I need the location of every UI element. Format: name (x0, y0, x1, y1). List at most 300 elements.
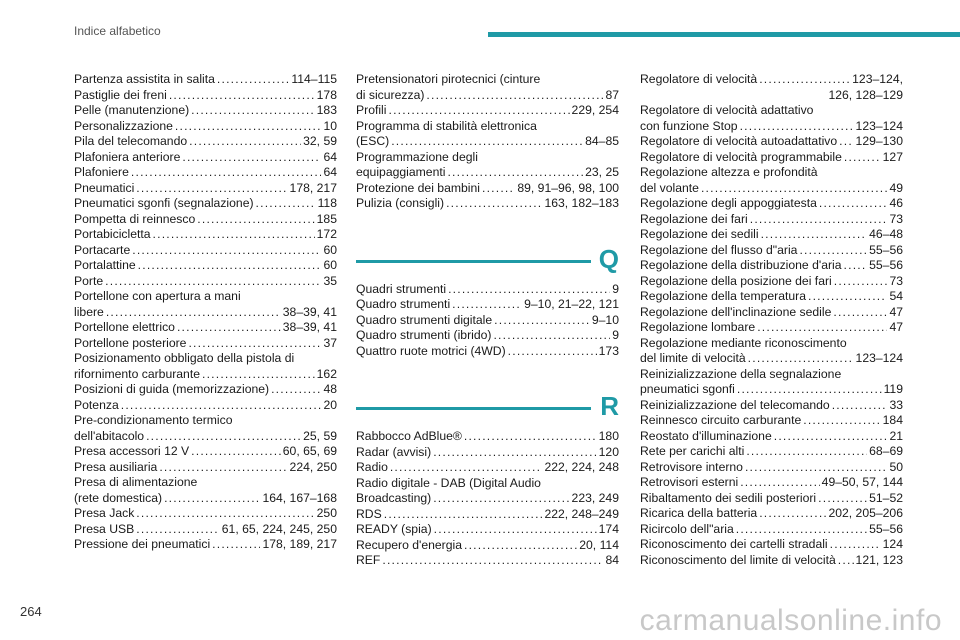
entry-term: libere (74, 304, 104, 319)
dot-leader (197, 212, 314, 228)
entry-term: con funzione Stop (640, 118, 738, 133)
dot-leader (748, 351, 854, 367)
entry-pages: 119 (883, 382, 903, 396)
dot-leader (736, 522, 867, 538)
index-entry (356, 181, 619, 197)
dot-leader (256, 196, 316, 212)
dot-leader (382, 553, 603, 569)
entry-row (356, 282, 619, 298)
index-entry (356, 313, 619, 329)
dot-leader (121, 398, 322, 414)
entry-term: Partenza assistita in salita (74, 72, 215, 86)
entry-row (74, 243, 337, 259)
entry-pages: 127 (882, 149, 903, 164)
entry-term: Pompetta di reinnesco (74, 211, 196, 226)
index-entry (74, 444, 337, 460)
entry-term: Pila del telecomando (74, 134, 188, 148)
index-entry (640, 289, 903, 305)
index-entry (74, 258, 337, 274)
dot-leader (834, 274, 888, 290)
index-entry (640, 258, 903, 274)
entry-row (356, 445, 619, 461)
index-entry (640, 320, 903, 336)
dot-leader (388, 103, 569, 119)
entry-term: Regolazione della posizione dei fari (640, 273, 832, 288)
entry-term: Pulizia (consigli) (356, 196, 445, 210)
index-entry (356, 445, 619, 461)
entry-term: Potenza (74, 397, 119, 412)
entry-pages: 9–10, 21–22, 121 (524, 297, 619, 311)
entry-row (640, 398, 903, 414)
entry-term: Porte (74, 273, 104, 288)
index-entry (356, 72, 619, 103)
entry-term: Rete per carichi alti (640, 444, 745, 458)
entry-row (640, 181, 903, 197)
entry-term: Regolatore di velocità (640, 72, 758, 86)
entry-term: Retrovisori esterni (640, 475, 739, 489)
entry-term: di sicurezza) (356, 87, 425, 102)
index-entry (356, 328, 619, 344)
dot-leader (188, 336, 321, 352)
entry-row (640, 460, 903, 476)
index-entry (356, 476, 619, 507)
entry-row (640, 351, 903, 367)
index-entry (74, 460, 337, 476)
entry-term: REF (356, 553, 381, 567)
index-entry (74, 72, 337, 88)
entry-pages: 64 (323, 165, 337, 179)
index-entry (640, 537, 903, 553)
index-section-r (356, 429, 619, 569)
entry-row (640, 320, 903, 336)
entry-pages-continued: 126, 128–129 (828, 87, 903, 102)
entry-row (356, 328, 619, 344)
dot-leader (830, 537, 881, 553)
index-entry (74, 103, 337, 119)
dot-leader (446, 196, 542, 212)
dot-leader (433, 445, 596, 461)
entry-term: Regolatore di velocità autoadattativo (640, 134, 838, 148)
entry-pages: 9 (612, 328, 619, 342)
dot-leader (191, 444, 281, 460)
dot-leader (212, 537, 260, 553)
entry-term: Radar (avvisi) (356, 444, 432, 459)
header-accent-bar (488, 32, 960, 37)
entry-term: Presa USB (74, 521, 135, 536)
dot-leader (757, 320, 887, 336)
entry-row (356, 103, 619, 119)
index-entry (640, 72, 903, 103)
entry-term: Pneumatici sgonfi (segnalazione) (74, 196, 254, 210)
entry-row (74, 88, 337, 104)
entry-term: Portacarte (74, 242, 131, 257)
index-entry (640, 336, 903, 367)
entry-row (640, 196, 903, 212)
entry-term: READY (spia) (356, 522, 432, 536)
dot-leader (136, 506, 314, 522)
index-column-3 (640, 72, 903, 568)
entry-row (640, 72, 903, 88)
entry-term-line: Regolazione mediante riconoscimento (640, 335, 847, 350)
entry-pages: 21 (889, 428, 903, 443)
index-entry (356, 522, 619, 538)
entry-term: Plafoniera anteriore (74, 149, 181, 164)
letter-divider-q (356, 240, 619, 278)
index-entry (640, 274, 903, 290)
dot-leader (737, 382, 882, 398)
entry-pages: 129–130 (855, 134, 903, 148)
dot-leader (191, 103, 314, 119)
entry-term: Riconoscimento dei cartelli stradali (640, 537, 828, 551)
index-entry (356, 538, 619, 554)
entry-term: Broadcasting) (356, 491, 432, 505)
dot-leader (159, 460, 287, 476)
entry-pages: 20, 114 (579, 537, 619, 552)
entry-row (74, 537, 337, 553)
dot-leader (464, 538, 577, 554)
index-entry (640, 103, 903, 134)
entry-term: dell'abitacolo (74, 428, 145, 443)
entry-term-line: Reinizializzazione della segnalazione (640, 366, 842, 381)
dot-leader (138, 258, 322, 274)
entry-row (74, 320, 337, 336)
dot-leader (799, 243, 867, 259)
entry-row (74, 305, 337, 321)
dot-leader (384, 507, 543, 523)
dot-leader (808, 289, 887, 305)
entry-term: Quadri strumenti (356, 281, 447, 296)
entry-row (356, 429, 619, 445)
entry-row (356, 538, 619, 554)
entry-pages: 55–56 (869, 521, 903, 536)
entry-row (356, 297, 619, 313)
dot-leader (844, 150, 881, 166)
entry-pages: 60 (323, 242, 337, 257)
entry-term: Recupero d'energia (356, 537, 462, 552)
entry-term: equipaggiamenti (356, 165, 446, 179)
entry-row (356, 88, 619, 104)
index-entry (640, 212, 903, 228)
entry-row (640, 212, 903, 228)
entry-pages: 68–69 (869, 444, 903, 458)
entry-pages: 178, 217 (289, 180, 337, 195)
index-entry (74, 227, 337, 243)
entry-row (74, 227, 337, 243)
entry-row (356, 196, 619, 212)
index-entry (640, 553, 903, 569)
entry-term: Quadro strumenti digitale (356, 312, 493, 327)
page-number: 264 (20, 604, 42, 619)
entry-row (356, 507, 619, 523)
entry-term: Ricarica della batteria (640, 506, 758, 520)
entry-term-line: Radio digitale - DAB (Digital Audio (356, 475, 541, 490)
index-entry (640, 429, 903, 445)
entry-pages: 118 (317, 196, 337, 210)
entry-pages: 184 (882, 413, 903, 427)
entry-row (74, 134, 337, 150)
entry-pages: 121, 123 (855, 552, 903, 567)
dot-leader (832, 398, 888, 414)
entry-row (640, 522, 903, 538)
index-entry (74, 475, 337, 506)
dot-leader (271, 382, 321, 398)
entry-term: Pressione dei pneumatici (74, 537, 211, 551)
entry-term: Regolazione lombare (640, 320, 756, 334)
entry-row (356, 553, 619, 569)
entry-term: Portellone posteriore (74, 335, 187, 350)
index-entry (74, 212, 337, 228)
entry-row (640, 382, 903, 398)
entry-term: Portalattine (74, 258, 136, 272)
section-letter: Q (598, 243, 619, 274)
entry-row (74, 398, 337, 414)
entry-term: Regolatore di velocità programmabile (640, 149, 842, 164)
entry-pages: 55–56 (869, 258, 903, 272)
entry-row (640, 553, 903, 569)
divider-line (356, 260, 591, 263)
entry-term: del volante (640, 180, 699, 195)
dot-leader (701, 181, 887, 197)
dot-leader (452, 297, 522, 313)
entry-row (74, 196, 337, 212)
dot-leader (391, 134, 583, 150)
entry-row (74, 506, 337, 522)
dot-leader (136, 181, 287, 197)
entry-pages: 73 (889, 211, 903, 226)
index-entry (74, 165, 337, 181)
index-entry (356, 119, 619, 150)
entry-pages: 50 (889, 459, 903, 474)
entry-term: Radio (356, 460, 388, 474)
entry-pages: 38–39, 41 (282, 320, 337, 334)
entry-pages: 54 (889, 289, 903, 303)
entry-pages: 123–124 (855, 118, 903, 133)
entry-pages: 35 (323, 273, 337, 288)
entry-row (640, 134, 903, 150)
entry-row (74, 150, 337, 166)
dot-leader (202, 367, 315, 383)
index-entry (356, 344, 619, 360)
entry-row (74, 382, 337, 398)
dot-leader (105, 274, 321, 290)
entry-pages: 60, 65, 69 (282, 444, 337, 458)
index-entry (74, 522, 337, 538)
dot-leader (740, 475, 819, 491)
dot-leader (838, 553, 854, 569)
index-entry (74, 181, 337, 197)
dot-leader (774, 429, 888, 445)
index-entry (74, 88, 337, 104)
entry-row (356, 491, 619, 507)
index-entry (640, 134, 903, 150)
entry-term: Regolazione dei fari (640, 211, 748, 226)
divider-line (356, 407, 591, 410)
entry-row (74, 367, 337, 383)
dot-leader (106, 305, 281, 321)
entry-pages: 46–48 (869, 227, 903, 241)
dot-leader (508, 344, 597, 360)
entry-row (356, 460, 619, 476)
entry-term: Presa accessori 12 V (74, 444, 190, 458)
dot-leader (740, 119, 854, 135)
entry-pages: 9–10 (591, 312, 619, 327)
index-column-2 (356, 72, 619, 569)
dot-leader (169, 88, 315, 104)
dot-leader (448, 282, 610, 298)
entry-term: Regolazione degli appoggiatesta (640, 196, 817, 210)
dot-leader (433, 491, 569, 507)
entry-row (356, 134, 619, 150)
entry-row (74, 336, 337, 352)
entry-pages: 47 (889, 304, 903, 319)
entry-term-line: Pretensionatori pirotecnici (cinture (356, 72, 541, 86)
entry-term-line: Regolatore di velocità adattativo (640, 103, 814, 117)
entry-pages: 47 (889, 320, 903, 334)
entry-row (640, 289, 903, 305)
dot-leader (494, 313, 590, 329)
entry-term: Ribaltamento dei sedili posteriori (640, 490, 817, 505)
index-entry (74, 382, 337, 398)
dot-leader (844, 258, 868, 274)
entry-term: Regolazione dell'inclinazione sedile (640, 304, 832, 319)
entry-term: rifornimento carburante (74, 366, 200, 381)
dot-leader (182, 150, 321, 166)
index-entry (356, 103, 619, 119)
index-entry (640, 398, 903, 414)
entry-term: Regolazione del flusso d"aria (640, 242, 798, 257)
entry-term-line: Programma di stabilità elettronica (356, 118, 537, 133)
entry-row (74, 491, 337, 507)
dot-leader (189, 134, 301, 150)
entry-term: Reinnesco circuito carburante (640, 413, 802, 427)
dot-leader (164, 491, 260, 507)
dot-leader (761, 227, 868, 243)
entry-row (640, 243, 903, 259)
entry-row (640, 227, 903, 243)
entry-row (74, 165, 337, 181)
entry-pages: 84 (605, 553, 619, 567)
index-entry (356, 150, 619, 181)
entry-row (640, 475, 903, 491)
entry-term: pneumatici sgonfi (640, 382, 735, 396)
index-entry (74, 243, 337, 259)
entry-pages: 163, 182–183 (544, 196, 619, 210)
entry-pages: 114–115 (291, 72, 337, 86)
dot-leader (746, 444, 867, 460)
letter-divider-r (356, 387, 619, 425)
dot-leader (217, 72, 289, 88)
entry-row (640, 119, 903, 135)
index-entry (640, 444, 903, 460)
entry-pages: 38–39, 41 (282, 304, 337, 319)
entry-pages: 229, 254 (571, 103, 619, 117)
index-entry (74, 398, 337, 414)
index-entry (640, 460, 903, 476)
entry-row (640, 150, 903, 166)
entry-pages: 23, 25 (585, 165, 619, 179)
entry-pages: 173 (598, 343, 619, 358)
entry-row (640, 506, 903, 522)
dot-leader (833, 305, 887, 321)
entry-pages: 162 (316, 366, 337, 381)
entry-pages: 123–124 (855, 351, 903, 365)
dot-leader (839, 134, 853, 150)
dot-leader (482, 181, 515, 197)
index-entry (74, 134, 337, 150)
index-entry (74, 506, 337, 522)
index-entry (640, 165, 903, 196)
entry-row (640, 274, 903, 290)
entry-pages: 61, 65, 224, 245, 250 (221, 521, 337, 536)
dot-leader (153, 227, 315, 243)
entry-pages: 185 (316, 211, 337, 226)
entry-term: Reinizializzazione del telecomando (640, 397, 830, 412)
entry-pages: 222, 224, 248 (544, 460, 619, 474)
index-entry (356, 507, 619, 523)
entry-term: Profili (356, 103, 387, 117)
entry-pages: 202, 205–206 (828, 506, 903, 520)
entry-row (640, 429, 903, 445)
dot-leader (132, 243, 321, 259)
entry-term: Ricircolo dell"aria (640, 521, 734, 536)
entry-row (640, 537, 903, 553)
entry-pages: 20 (323, 397, 337, 412)
dot-leader (819, 196, 888, 212)
dot-leader (136, 522, 219, 538)
entry-term: Regolazione dei sedili (640, 227, 759, 241)
entry-term-line: Pre-condizionamento termico (74, 413, 233, 427)
entry-pages: 46 (889, 196, 903, 210)
entry-pages: 32, 59 (303, 134, 337, 148)
entry-row (74, 460, 337, 476)
index-entry (640, 506, 903, 522)
entry-term: Posizioni di guida (memorizzazione) (74, 382, 270, 396)
entry-term: Pneumatici (74, 180, 135, 195)
index-entry (74, 119, 337, 135)
entry-term-line: Portellone con apertura a mani (74, 289, 241, 303)
dot-leader (447, 165, 583, 181)
entry-pages: 120 (598, 444, 619, 459)
entry-row (74, 181, 337, 197)
entry-row (74, 103, 337, 119)
entry-row (74, 444, 337, 460)
index-column-1 (74, 72, 337, 553)
index-entry (640, 150, 903, 166)
entry-term: (ESC) (356, 134, 390, 148)
entry-pages: 73 (889, 273, 903, 288)
entry-pages: 51–52 (869, 490, 903, 505)
entry-term: Presa Jack (74, 506, 135, 520)
dot-leader (750, 212, 888, 228)
index-entry (640, 367, 903, 398)
entry-pages: 223, 249 (571, 491, 619, 505)
entry-term: Regolazione della distribuzione d'aria (640, 258, 842, 272)
dot-leader (146, 429, 301, 445)
entry-row (640, 491, 903, 507)
dot-leader (745, 460, 887, 476)
entry-term: Pelle (manutenzione) (74, 103, 190, 117)
entry-row (356, 522, 619, 538)
entry-pages: 55–56 (869, 242, 903, 257)
dot-leader (818, 491, 867, 507)
entry-term: Riconoscimento del limite di velocità (640, 552, 836, 567)
dot-leader (434, 522, 597, 538)
index-entry (640, 243, 903, 259)
entry-pages: 25, 59 (303, 428, 337, 443)
entry-term: (rete domestica) (74, 490, 163, 505)
entry-term: Quadro strumenti (ibrido) (356, 328, 492, 342)
entry-pages: 49 (889, 180, 903, 195)
